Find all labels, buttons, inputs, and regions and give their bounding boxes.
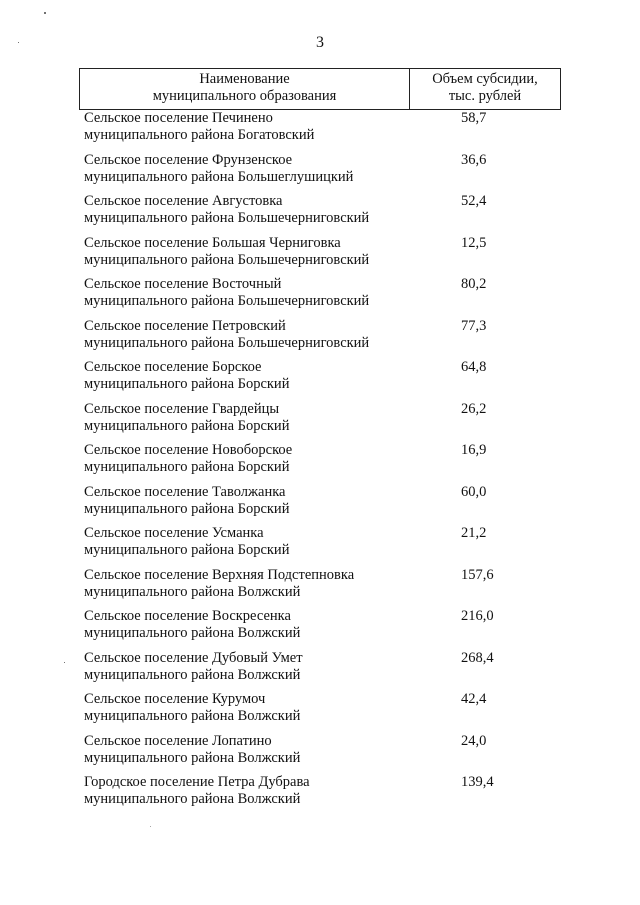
table-row [79, 152, 561, 194]
header-municipality-line2: муниципального образования [152, 88, 337, 104]
scan-speck [150, 826, 151, 827]
district-name: муниципального района Борский [84, 500, 290, 517]
municipality-cell [79, 276, 409, 318]
header-municipality [80, 69, 410, 109]
district-name: муниципального района Большечерниговский [84, 334, 370, 351]
subsidy-table [79, 68, 561, 816]
scan-speck [44, 12, 46, 14]
district-name: муниципального района Борский [84, 376, 290, 392]
subsidy-value: 80,2 [461, 276, 487, 292]
table-row [79, 733, 561, 775]
settlement-name: Сельское поселение Восточный [84, 276, 282, 292]
district-name: муниципального района Волжский [84, 749, 301, 766]
table-row [79, 318, 561, 360]
settlement-name: Сельское поселение Курумоч [84, 691, 266, 707]
district-name: муниципального района Борский [84, 417, 290, 434]
district-name: муниципального района Борский [84, 542, 290, 558]
subsidy-value: 36,6 [461, 151, 487, 168]
settlement-name: Сельское поселение Таволжанка [84, 483, 286, 500]
municipality-cell [79, 318, 409, 360]
header-subsidy-volume [410, 69, 560, 109]
district-name: муниципального района Волжский [84, 583, 301, 600]
table-row [79, 691, 561, 733]
municipality-cell [79, 733, 409, 775]
municipality-cell [79, 525, 409, 567]
subsidy-value: 16,9 [461, 442, 487, 458]
subsidy-value: 139,4 [461, 774, 494, 790]
table-body [79, 110, 561, 816]
subsidy-value: 58,7 [461, 110, 487, 126]
district-name: муниципального района Волжский [84, 708, 301, 724]
municipality-cell [79, 774, 409, 816]
district-name: муниципального района Большечерниговский [84, 293, 370, 309]
table-row [79, 193, 561, 235]
page-number: 3 [316, 34, 324, 51]
settlement-name: Сельское поселение Дубовый Умет [84, 649, 303, 666]
table-row [79, 650, 561, 692]
table-row [79, 525, 561, 567]
settlement-name: Сельское поселение Воскресенка [84, 608, 291, 624]
settlement-name: Сельское поселение Печинено [84, 110, 273, 126]
scan-speck [64, 662, 65, 663]
settlement-name: Сельское поселение Гвардейцы [84, 400, 280, 417]
settlement-name: Сельское поселение Верхняя Подстепновка [84, 566, 355, 583]
table-row [79, 235, 561, 277]
subsidy-value: 268,4 [461, 649, 494, 666]
municipality-cell [79, 359, 409, 401]
header-municipality-line1: Наименование [199, 71, 290, 87]
settlement-name: Сельское поселение Августовка [84, 193, 283, 209]
settlement-name: Сельское поселение Петровский [84, 317, 286, 334]
subsidy-value: 64,8 [461, 359, 487, 375]
table-row [79, 774, 561, 816]
municipality-cell [79, 401, 409, 443]
municipality-cell [79, 691, 409, 733]
district-name: муниципального района Большечерниговский [84, 210, 370, 226]
subsidy-value: 216,0 [461, 608, 494, 624]
settlement-name: Сельское поселение Борское [84, 359, 262, 375]
subsidy-value: 157,6 [461, 566, 494, 583]
table-header [79, 68, 561, 110]
subsidy-value: 12,5 [461, 234, 487, 251]
municipality-cell [79, 193, 409, 235]
settlement-name: Сельское поселение Фрунзенское [84, 151, 293, 168]
table-row [79, 567, 561, 609]
municipality-cell [79, 608, 409, 650]
header-volume-line1: Объем субсидии, [432, 71, 538, 87]
municipality-cell [79, 152, 409, 194]
municipality-cell [79, 567, 409, 609]
table-row [79, 359, 561, 401]
settlement-name: Сельское поселение Новоборское [84, 442, 293, 458]
district-name: муниципального района Волжский [84, 625, 301, 641]
district-name: муниципального района Большеглушицкий [84, 168, 354, 185]
table-row [79, 401, 561, 443]
subsidy-value: 60,0 [461, 483, 487, 500]
subsidy-value: 24,0 [461, 732, 487, 749]
table-row [79, 608, 561, 650]
table-row [79, 484, 561, 526]
district-name: муниципального района Большечерниговский [84, 251, 370, 268]
municipality-cell [79, 235, 409, 277]
municipality-cell [79, 650, 409, 692]
subsidy-value: 26,2 [461, 400, 487, 417]
district-name: муниципального района Волжский [84, 791, 301, 807]
table-row [79, 442, 561, 484]
subsidy-value: 52,4 [461, 193, 487, 209]
subsidy-value: 77,3 [461, 317, 487, 334]
table-row [79, 110, 561, 152]
municipality-cell [79, 484, 409, 526]
header-volume-line2: тыс. рублей [448, 88, 522, 104]
settlement-name: Городское поселение Петра Дубрава [84, 774, 310, 790]
subsidy-value: 42,4 [461, 691, 487, 707]
subsidy-value: 21,2 [461, 525, 487, 541]
municipality-cell [79, 442, 409, 484]
municipality-cell [79, 110, 409, 152]
settlement-name: Сельское поселение Лопатино [84, 732, 272, 749]
table-row [79, 276, 561, 318]
district-name: муниципального района Борский [84, 459, 290, 475]
settlement-name: Сельское поселение Усманка [84, 525, 264, 541]
district-name: муниципального района Богатовский [84, 127, 315, 143]
district-name: муниципального района Волжский [84, 666, 301, 683]
settlement-name: Сельское поселение Большая Черниговка [84, 234, 341, 251]
